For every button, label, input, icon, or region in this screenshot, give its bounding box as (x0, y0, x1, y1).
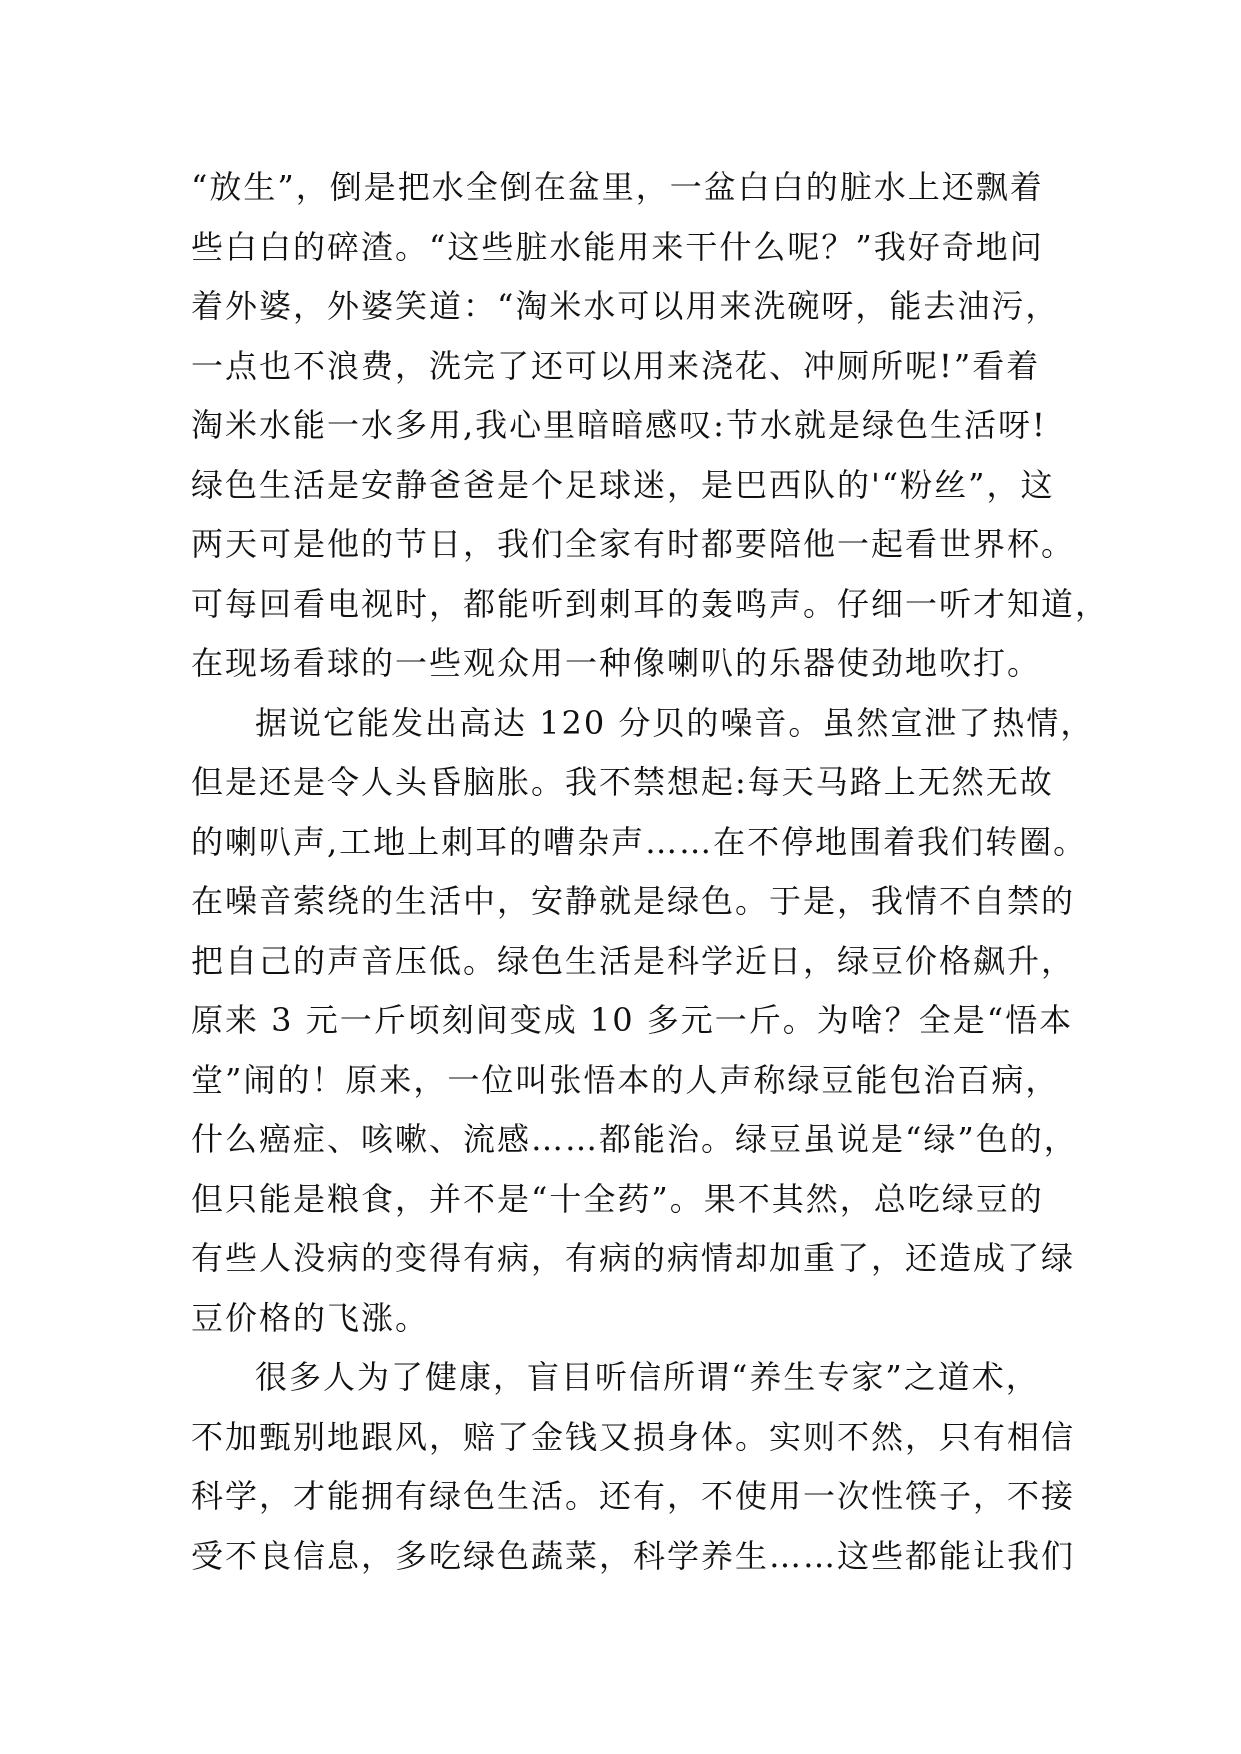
text-line: 的喇叭声,工地上刺耳的嘈杂声……在不停地围着我们转圈。 (191, 822, 1088, 861)
text-line: 什么癌症、咳嗽、流感……都能治。绿豆虽说是“绿”色的， (191, 1120, 1078, 1158)
text-line: 豆价格的飞涨。 (191, 1298, 430, 1337)
text-line: 据说它能发出高达 120 分贝的噪音。虽然宣泄了热情， (255, 703, 1095, 742)
text-line: 一点也不浪费，洗完了还可以用来浇花、冲厕所呢!”看着 (191, 346, 1041, 385)
document-body (191, 158, 1110, 1586)
text-line: 很多人为了健康，盲目听信所谓“养生专家”之道术， (255, 1358, 1040, 1396)
text-line: 淘米水能一水多用,我心里暗暗感叹:节水就是绿色生活呀! (191, 406, 1047, 444)
text-line: 原来 3 元一斤顷刻间变成 10 多元一斤。为啥？全是“悟本 (191, 1001, 1074, 1039)
text-line: 堂”闹的！原来，一位叫张悟本的人声称绿豆能包治百病， (191, 1060, 1060, 1099)
text-line: “放生”，倒是把水全倒在盆里，一盆白白的脏水上还飘着 (191, 168, 1044, 206)
text-line: 有些人没病的变得有病，有病的病情却加重了，还造成了绿 (191, 1239, 1076, 1277)
text-line: 但是还是令人头昏脑胀。我不禁想起:每天马路上无然无故 (191, 763, 1054, 801)
text-line: 着外婆，外婆笑道：“淘米水可以用来洗碗呀，能去油污， (191, 287, 1060, 325)
text-line: 科学，才能拥有绿色生活。还有，不使用一次性筷子，不接 (191, 1477, 1076, 1515)
text-line: 在现场看球的一些观众用一种像喇叭的乐器使劲地吹打。 (191, 644, 1042, 682)
text-line: 不加甄别地跟风，赔了金钱又损身体。实则不然，只有相信 (191, 1417, 1076, 1456)
text-line: 在噪音萦绕的生活中，安静就是绿色。于是，我情不自禁的 (191, 882, 1076, 920)
text-line: 绿色生活是安静爸爸是个足球迷，是巴西队的'“粉丝”，这 (191, 465, 1055, 504)
text-line: 受不良信息，多吃绿色蔬菜，科学养生……这些都能让我们 (191, 1536, 1076, 1575)
text-line: 些白白的碎渣。“这些脏水能用来干什么呢？”我好奇地问 (191, 227, 1044, 266)
text-line: 但只能是粮食，并不是“十全药”。果不其然，总吃绿豆的 (191, 1179, 1044, 1218)
text-line: 两天可是他的节日，我们全家有时都要陪他一起看世界杯。 (191, 525, 1076, 563)
text-line: 把自己的声音压低。绿色生活是科学近日，绿豆价格飙升， (191, 941, 1076, 980)
text-line: 可每回看电视时，都能听到刺耳的轰鸣声。仔细一听才知道， (191, 584, 1110, 623)
